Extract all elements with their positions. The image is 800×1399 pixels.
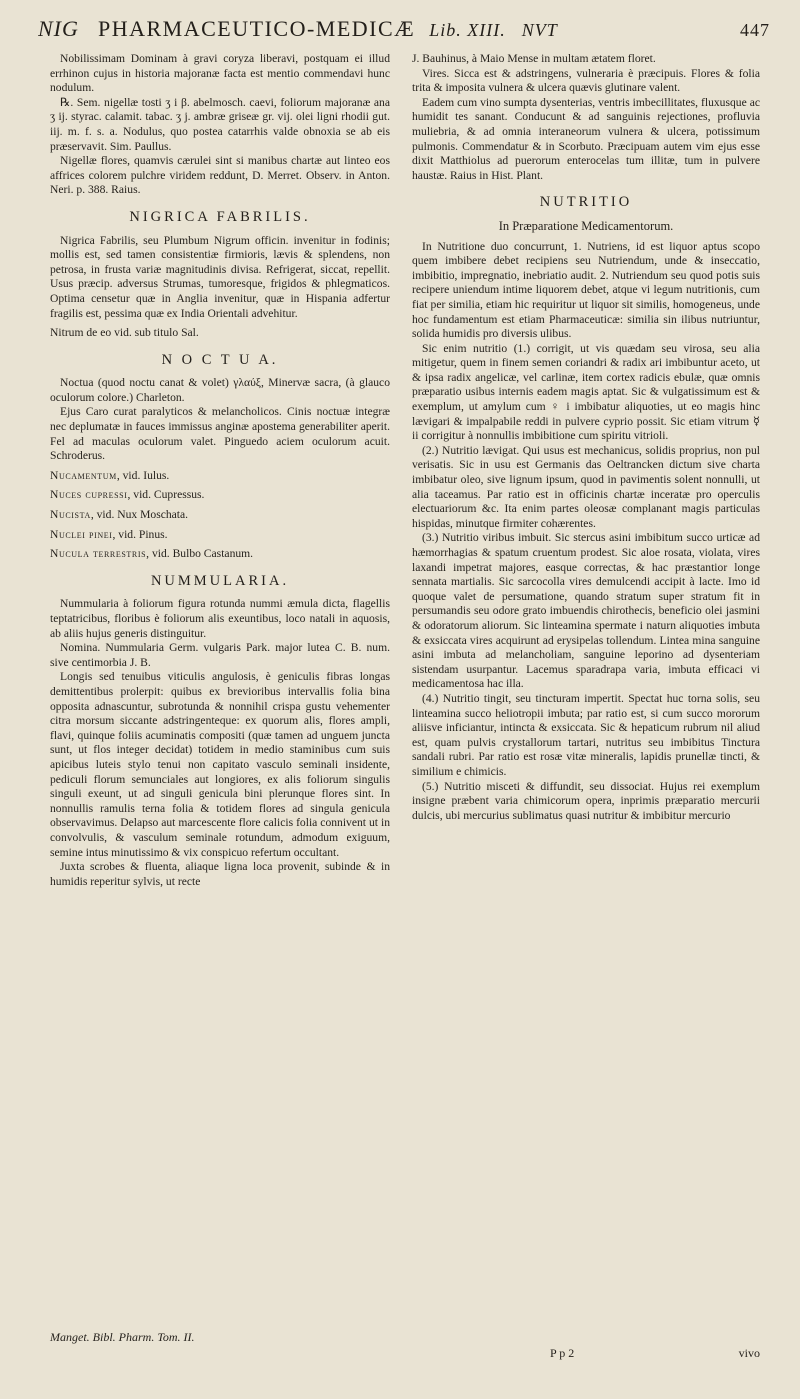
cross-reference <box>50 488 390 503</box>
cross-reference <box>50 508 390 523</box>
xref-target: , vid. Pinus. <box>112 527 168 541</box>
running-head-book: Lib. XIII. <box>429 20 506 40</box>
body-paragraph: (4.) Nutritio tingit, seu tincturam impertit. Spectat huc torna solis, seu linteamina succo heliotropii imbuta; par ratio est, si cum succo mororum aliisve inficiantur, intincta & exsiccata. Sic & hepaticum rubrum nil aliud est, quam pulvis crystallorum tartari, nutritus seu imbibitus Tinctura sandali rubri. Par ratio est rosæ vitæ mineralis, lapidis prunellæ tincti, & similium e chimicis. <box>412 691 760 778</box>
section-heading-noctua: N O C T U A. <box>161 351 279 368</box>
body-paragraph: Nigrica Fabrilis, seu Plumbum Nigrum officin. invenitur in fodinis; mollis est, sed tamen consistentiæ firmioris, lævis & splendens, non petrosa, in frusta variæ magnitudinis divisa. Refrigerat, siccat, repellit. Usus præcip. adversus Strumas, tumoresque, frigidos & phlegmaticos. Optima censetur quæ in Anglia invenitur, quæ in Hispania adfertur fragilis est, pessima quæ ex India Orientali advehitur. <box>50 233 390 320</box>
body-paragraph: Juxta scrobes & fluenta, aliaque ligna loca provenit, subinde & in humidis reperitur sylvis, ut recte <box>50 860 390 888</box>
xref-term: Nuces cupressi <box>50 488 128 502</box>
intro-paragraph: ℞. Sem. nigellæ tosti ʒ i β. abelmosch. caevi, foliorum majoranæ ana ʒ ij. styrac. calamit. tabac. ʒ j. ambræ griseæ gr. vij. olei ligni rhodii gut. iij. m. f. s. a. Nodulus, quo postea catarrhis valde obnoxia se ab eis præservavit. Sim. Paullus. <box>50 95 390 153</box>
running-head-signature: NVT <box>521 20 558 40</box>
section-heading-nummularia: NUMMULARIA. <box>150 572 290 589</box>
intro-paragraph: Eadem cum vino sumpta dysenterias, ventris imbecillitates, fluxusque ac humidit tes sanant. Conducunt & ad sanguinis rejectiones, profluvia muliebria, & ad omnia interaneorum vulnera & ulcera, potissimum pulmonis. Commendatur & in Scorbuto. Præcipuam autem vim ejus esse dixit Matthiolus ad puerorum enterocelas tum illitæ, tum in pulvere haustæ. Raius in Hist. Plant. <box>412 95 760 182</box>
body-paragraph: Noctua (quod noctu canat & volet) γλαύξ, Minervæ sacra, (à glauco oculorum colore.) Charleton. <box>50 376 390 404</box>
catchword: vivo <box>738 1346 760 1360</box>
cross-reference: Nitrum de eo vid. sub titulo Sal. <box>50 326 199 340</box>
intro-paragraph: Nobilissimam Dominam à gravi coryza liberavi, postquam ei illud errhinon cujus in historia majoranæ facta est mentio commendavi hunc nodulum. <box>50 52 390 95</box>
section-heading-nigrica: NIGRICA FABRILIS. <box>129 208 311 225</box>
running-head <box>38 16 770 42</box>
xref-term: Nucista <box>50 508 91 522</box>
body-paragraph: Nomina. Nummularia Germ. vulgaris Park. major lutea C. B. num. sive centimorbia J. B. <box>50 641 390 669</box>
page-number: 447 <box>740 20 770 40</box>
body-paragraph: Longis sed tenuibus viticulis angulosis, è geniculis fibras longas demittentibus prolerpit: quibus ex brevioribus intervallis folia bina opposita adnascuntur, subrotunda & nonnihil crispa gustu vehementer citra morsum siccante adstringenteque: ex quorum alis, flores ampli, flavi, quinque foliis acuminatis compositi (quæ tamen ad unguem juncta sunt, ut flos integer decidat) totidem in medio staminibus cum suis apicibus luteis stylo tenui non capitato vasculo seminali insidente, pediculi florum semunciales aut longiores, ex alis foliorum singulis singuli exeunt, ut ad singuli genicula bini plerunque flores sint. In nonnullis ramulis terna folia & totidem flores ad singula genicula observavimus. Delapso aut marcescente flore calicis folia connivent ut in convolvulis, & vasculum seminale rotundum, admodum exiguum, semine intus minutissimo & vix conspicuo refertum occultant. <box>50 670 390 859</box>
xref-term: Nuclei pinei <box>50 527 113 541</box>
body-paragraph: Sic enim nutritio (1.) corrigit, ut vis quædam seu virosa, seu alia mitigetur, quem in finem semen coriandri & radix ari imbibuntur aceto, ut & ipsa radix angelicæ, vel carlinæ, item cortex radicis ebulæ, quæ omnis præparatio usibus internis eadem magis aptat. Sic & vulgatissimum est & exemplum, ut amylum cum ♀ i imbibatur aliquoties, ut eo magis hinc lævigari & impalpabile reddi in pulvere cyprio possit. Sic etiam vitrum ☿ ii corrigitur à nonnullis imbibitione cum spiritu vitrioli. <box>412 341 760 443</box>
cross-reference <box>50 547 390 562</box>
body-paragraph: (3.) Nutritio viribus imbuit. Sic stercus asini imbibitum succo urticæ ad hæmorrhagias & spatum cruentum prodest. Sic aloe rosata, violata, vires laxandi impetrat majores, easque correctas, & hac præstantior longe sennata martialis. Sic sarcocolla vires demulcendi accipit à lacte. Imo id quoque valet de persumatione, quando stratum super stratum fit in persumandis seu odore grato imbuendis chirothecis, beneficio olei jasmini & odoratorum aliorum. Sic linteamina spermate i naturn aliquoties imbuta & exsiccata vires acquirunt ad erysipelas tollendum. Lintea mina sanguine asini imbuta ad melancholiam, sanguine leporino ad dysenteriam sistendam usurpantur. Lacemus sparadrapa varia, imbuta efficaci vi medicamentosa hac illa. <box>412 531 760 691</box>
xref-target: , vid. Iulus. <box>116 468 170 482</box>
left-column <box>50 52 390 1332</box>
section-heading-nutritio: NUTRITIO <box>539 194 633 211</box>
section-subheading: In Præparatione Medicamentorum. <box>498 218 674 233</box>
footer-citation: Manget. Bibl. Pharm. Tom. II. <box>50 1330 195 1344</box>
running-head-left: NIG <box>38 16 79 41</box>
xref-term: Nucula terrestris <box>50 547 147 561</box>
body-paragraph: Nummularia à foliorum figura rotunda nummi æmula dicta, flagellis teptatricibus, floribus è foliorum alis exeuntibus, loco natali in aquosis, ab aliis hujus generis distinguitur. <box>50 597 390 640</box>
body-paragraph: Ejus Caro curat paralyticos & melancholicos. Cinis noctuæ integræ nec deplumatæ in fauces immissus anginæ apostema generabiliter aperit. Fel ad maculas oculorum valet. Pinguedo aciem oculorum acuit. Schroderus. <box>50 405 390 463</box>
xref-target: , vid. Bulbo Castanum. <box>146 547 254 561</box>
cross-reference <box>50 469 390 484</box>
xref-term: Nucamentum <box>50 468 117 482</box>
xref-target: , vid. Nux Moschata. <box>90 508 189 522</box>
intro-paragraph: Vires. Sicca est & adstringens, vulneraria è præcipuis. Flores & folia trita & imposita vulnera & ulcera quævis glutinare valent. <box>412 66 760 95</box>
right-column <box>412 52 760 1352</box>
footer-right <box>550 1346 760 1361</box>
signature-mark: P p 2 <box>550 1346 575 1360</box>
body-paragraph: (2.) Nutritio lævigat. Qui usus est mechanicus, solidis proprius, non pul verisatis. Sic in usu est Germanis das Oeltrancken dictum sive charta imbibatur oleo, sive lignum ipsum, quod in pavimentis solent nonnulli, ut alia taceamus. Par ratio est in officinis chartæ inceratæ pro operculis electuariorum &c. Ita enim partes oleosæ complanant magis particulas hispidas, minutque firmiter cohærentes. <box>412 443 760 530</box>
body-paragraph: In Nutritione duo concurrunt, 1. Nutriens, id est liquor aptus scopo quem imbibere debet recipiens seu Nutriendum, unde & inseccatio, imbibitio, impregnatio, inebriatio audit. 2. Nutriendum seu quod potis suis recipere uniendum intime liquorem debet, atque vi legum nutritionis, cum fiat per similia, etiam hic requiritur ut liquor sit similis, homogeneus, unde hoc fundamentum est etiam Pharmaceuticæ: similia sin ilibus nutriuntur, solida humidis pro diversis ulibus. <box>412 239 760 341</box>
intro-paragraph: Nigellæ flores, quamvis cærulei sint si manibus chartæ aut linteo eos affrices colorem pulchre viridem reddunt, D. Merret. Observ. in Anton. Neri. p. 388. Raius. <box>50 154 390 197</box>
xref-target: , vid. Cupressus. <box>127 488 205 502</box>
intro-paragraph: J. Bauhinus, à Maio Mense in multam ætatem floret. <box>412 52 656 65</box>
body-paragraph: (5.) Nutritio misceti & diffundit, seu dissociat. Hujus rei exemplum insigne præbent varia chimicorum opera, inprimis præparatio mercurii dulcis, ubi mercurius sublimatus quasi nutritur & imbibitur mercurio <box>412 779 760 822</box>
cross-reference <box>50 528 390 543</box>
running-head-title: PHARMACEUTICO-MEDICÆ <box>98 16 416 41</box>
